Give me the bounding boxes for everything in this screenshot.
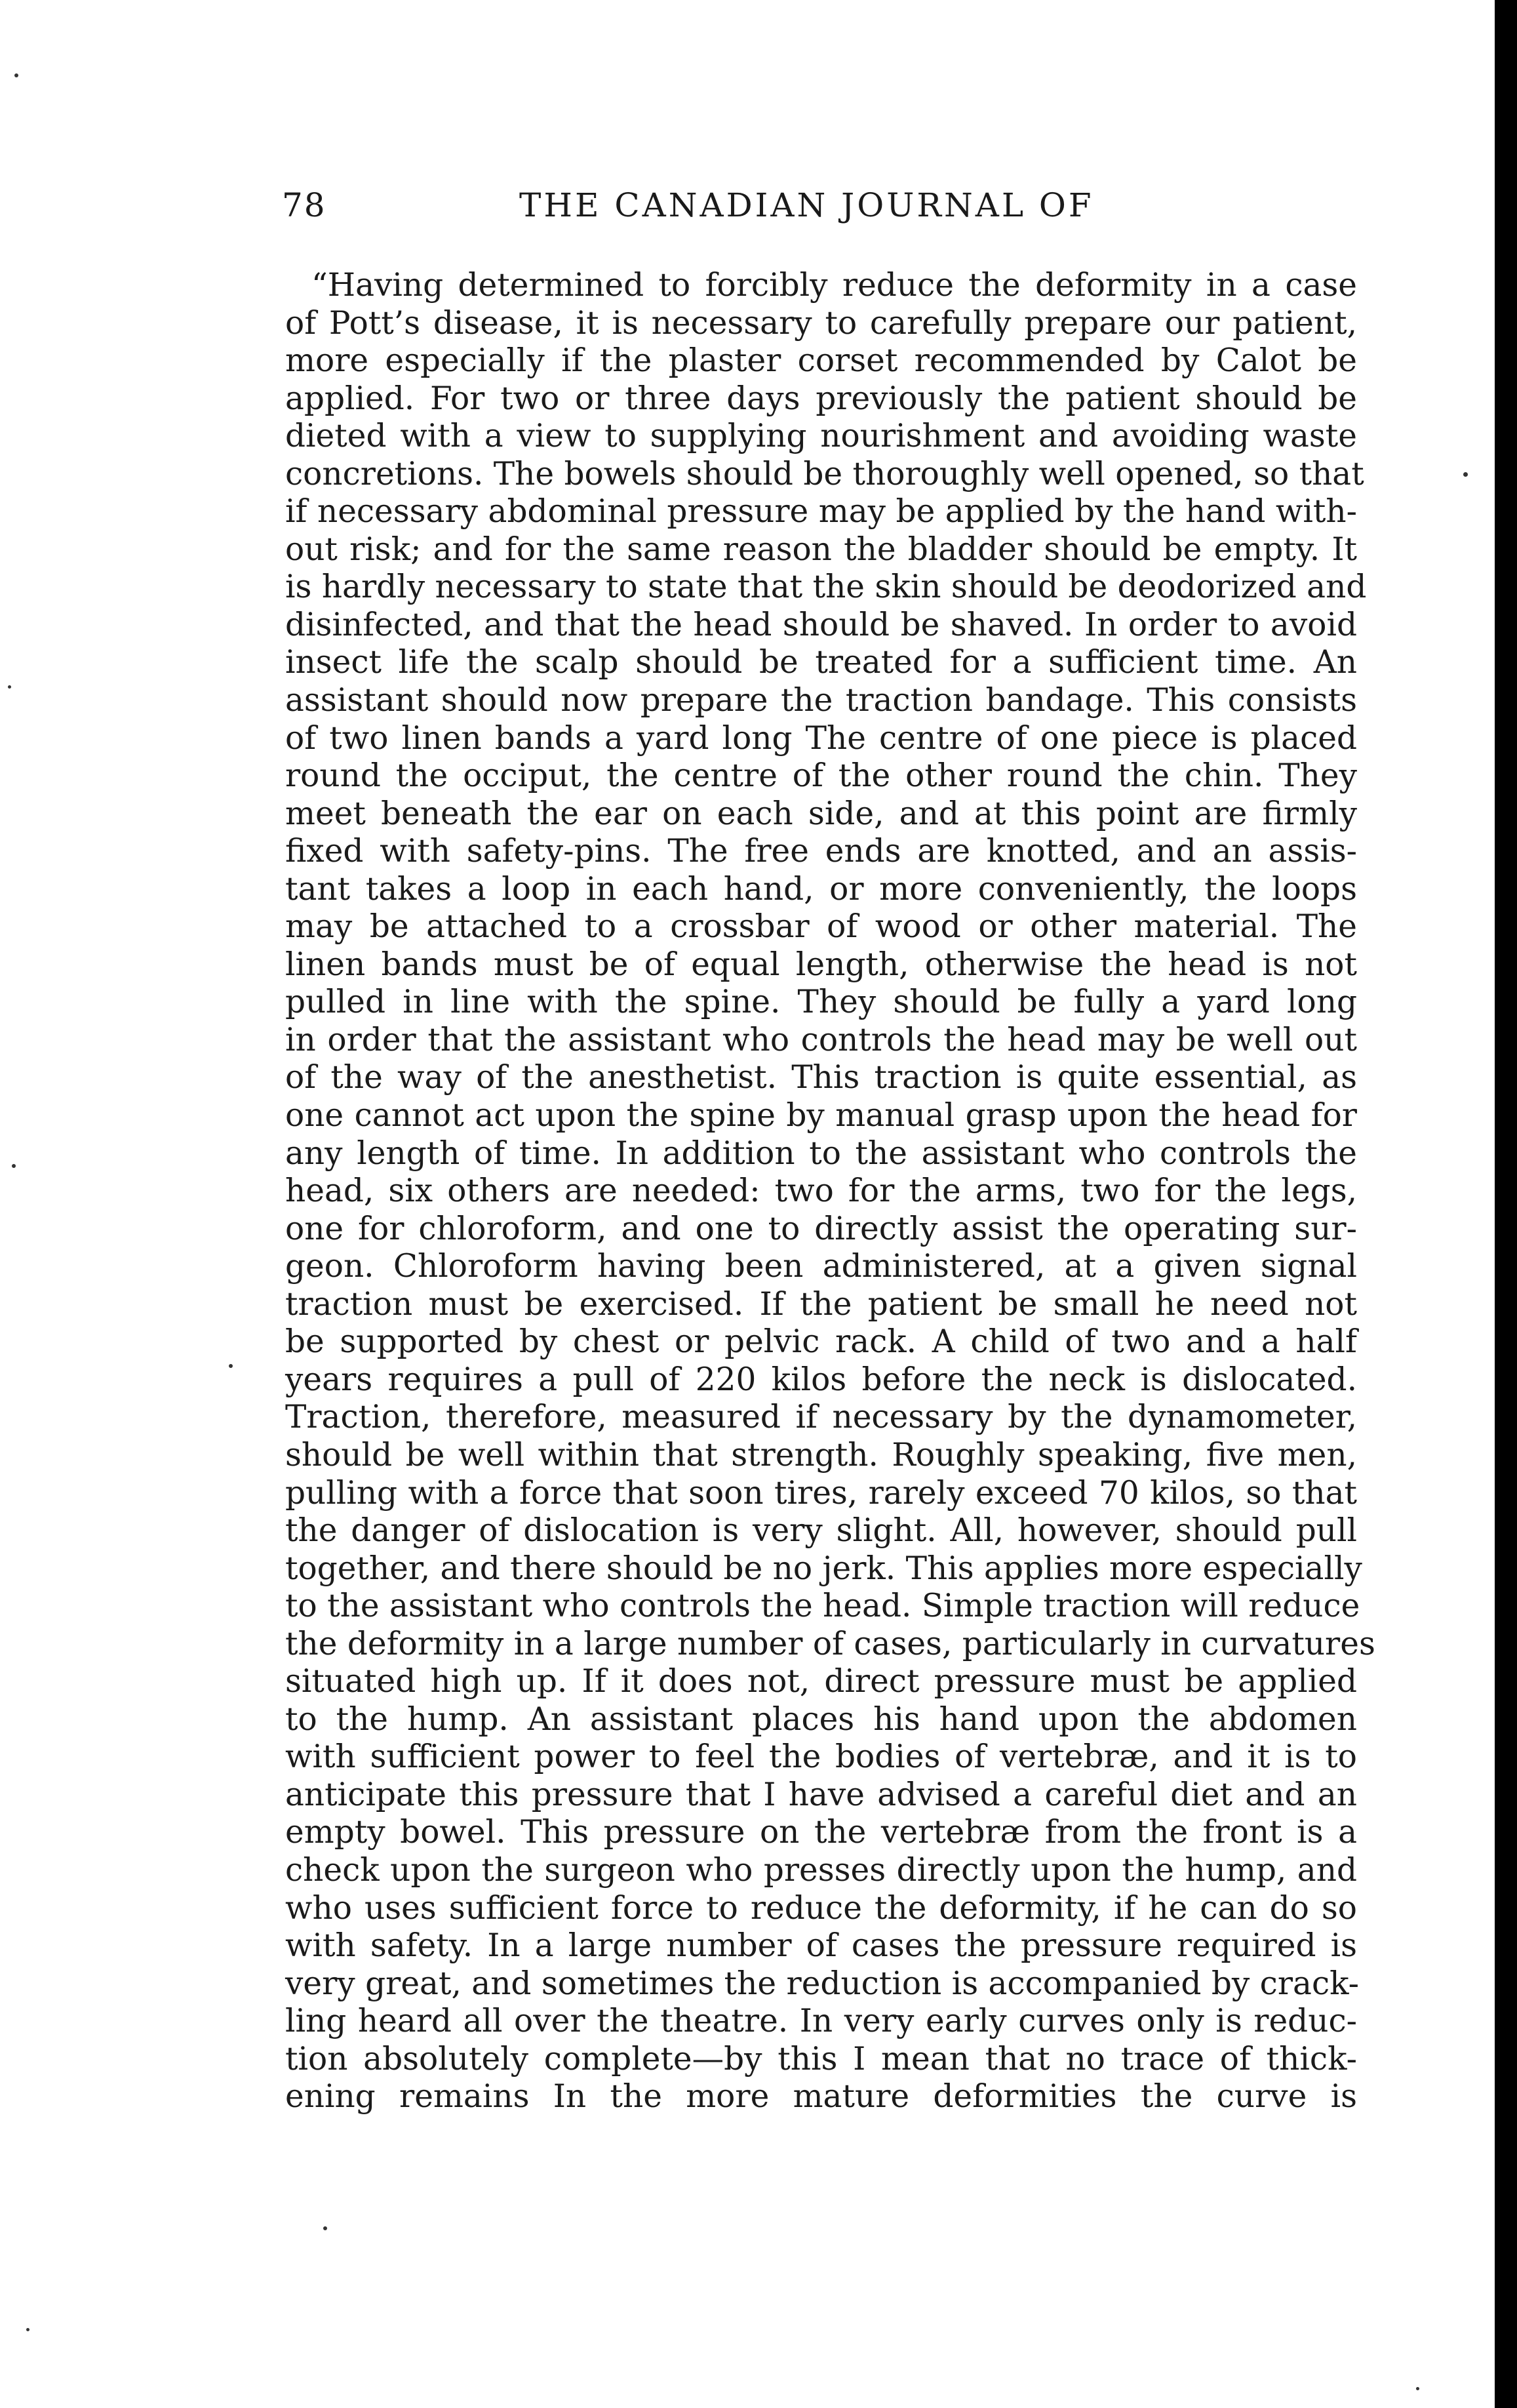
text-line: meet beneath the ear on each side, and at this point are firmly (285, 795, 1357, 832)
text-line: concretions. The bowels should be thoroughly well opened, so that (285, 455, 1364, 492)
text-line: tant takes a loop in each hand, or more conveniently, the loops (285, 870, 1357, 908)
text-line: of Pott’s disease, it is necessary to carefully prepare our patient, (285, 304, 1357, 342)
text-line: more especially if the plaster corset recommended by Calot be (285, 342, 1357, 380)
page-number: 78 (282, 186, 326, 224)
text-line: the deformity in a large number of cases, particularly in curvatures (285, 1625, 1375, 1662)
scan-speck (12, 1164, 16, 1168)
text-line: Traction, therefore, measured if necessary by the dynamometer, (285, 1399, 1357, 1436)
text-line: applied. For two or three days previously the patient should be (285, 380, 1357, 417)
scan-speck (26, 2328, 30, 2331)
text-line: to the assistant who controls the head. Simple traction will reduce (285, 1588, 1360, 1625)
text-line: assistant should now prepare the traction bandage. This consists (285, 682, 1357, 719)
scan-speck (323, 2226, 327, 2230)
text-line: “Having determined to forcibly reduce the deformity in a case (311, 267, 1357, 304)
text-line: one cannot act upon the spine by manual grasp upon the head for (285, 1097, 1357, 1134)
text-line: situated high up. If it does not, direct pressure must be applied (285, 1663, 1357, 1700)
scan-speck (1463, 472, 1468, 477)
text-line: empty bowel. This pressure on the vertebræ from the front is a (285, 1814, 1357, 1851)
text-line: dieted with a view to supplying nourishment and avoiding waste (285, 418, 1357, 455)
text-line: fixed with safety-pins. The free ends are knotted, and an assis- (285, 833, 1357, 870)
text-line: who uses sufficient force to reduce the deformity, if he can do so (285, 1889, 1357, 1927)
text-line: the danger of dislocation is very slight. All, however, should pull (285, 1512, 1357, 1550)
text-line: ling heard all over the theatre. In very early curves only is reduc- (285, 2003, 1357, 2040)
text-line: together, and there should be no jerk. This applies more especially (285, 1550, 1362, 1587)
text-line: years requires a pull of 220 kilos before the neck is dislocated. (285, 1361, 1357, 1398)
text-line: head, six others are needed: two for the arms, two for the legs, (285, 1173, 1357, 1210)
text-line: is hardly necessary to state that the skin should be deodorized and (285, 569, 1367, 606)
text-line: insect life the scalp should be treated for a sufficient time. An (285, 644, 1357, 681)
text-line: be supported by chest or pelvic rack. A child of two and a half (285, 1323, 1357, 1361)
scan-speck (8, 685, 11, 689)
text-line: one for chloroform, and one to directly assist the operating sur- (285, 1210, 1357, 1247)
text-line: pulling with a force that soon tires, rarely exceed 70 kilos, so that (285, 1474, 1357, 1512)
text-line: geon. Chloroform having been administered, at a given signal (285, 1248, 1357, 1285)
text-line: out risk; and for the same reason the bladder should be empty. It (285, 531, 1357, 568)
text-line: any length of time. In addition to the assistant who controls the (285, 1134, 1357, 1172)
text-line: should be well within that strength. Roughly speaking, five men, (285, 1436, 1357, 1474)
text-line: of two linen bands a yard long The centre of one piece is placed (285, 719, 1357, 757)
page-header (282, 186, 1370, 225)
text-line: pulled in line with the spine. They should be fully a yard long (285, 984, 1357, 1021)
scan-speck (1416, 2387, 1419, 2390)
scan-speck (229, 1364, 233, 1368)
text-line: round the occiput, the centre of the other round the chin. They (285, 757, 1357, 795)
text-line: to the hump. An assistant places his hand upon the abdomen (285, 1700, 1357, 1738)
text-line: check upon the surgeon who presses directly upon the hump, and (285, 1851, 1357, 1889)
text-line: of the way of the anesthetist. This traction is quite essential, as (285, 1059, 1357, 1096)
text-line: if necessary abdominal pressure may be applied by the hand with- (285, 493, 1357, 531)
text-line: ening remains In the more mature deformities the curve is (285, 2078, 1357, 2116)
text-line: anticipate this pressure that I have advised a careful diet and an (285, 1776, 1357, 1813)
text-line: with sufficient power to feel the bodies of vertebræ, and it is to (285, 1738, 1357, 1776)
scan-speck (14, 73, 18, 77)
text-line: linen bands must be of equal length, otherwise the head is not (285, 946, 1357, 983)
text-line: disinfected, and that the head should be shaved. In order to avoid (285, 606, 1357, 643)
text-line: very great, and sometimes the reduction is accompanied by crack- (285, 1965, 1360, 2002)
text-line: tion absolutely complete—by this I mean that no trace of thick- (285, 2040, 1357, 2077)
article-text (285, 267, 1375, 2116)
text-line: with safety. In a large number of cases the pressure required is (285, 1927, 1357, 1965)
text-line: in order that the assistant who controls the head may be well out (285, 1021, 1357, 1058)
text-line: may be attached to a crossbar of wood or other material. The (285, 908, 1357, 946)
running-head: THE CANADIAN JOURNAL OF (519, 186, 1094, 224)
text-line: traction must be exercised. If the patient be small he need not (285, 1285, 1357, 1323)
scan-edge-bar (1495, 0, 1517, 2408)
